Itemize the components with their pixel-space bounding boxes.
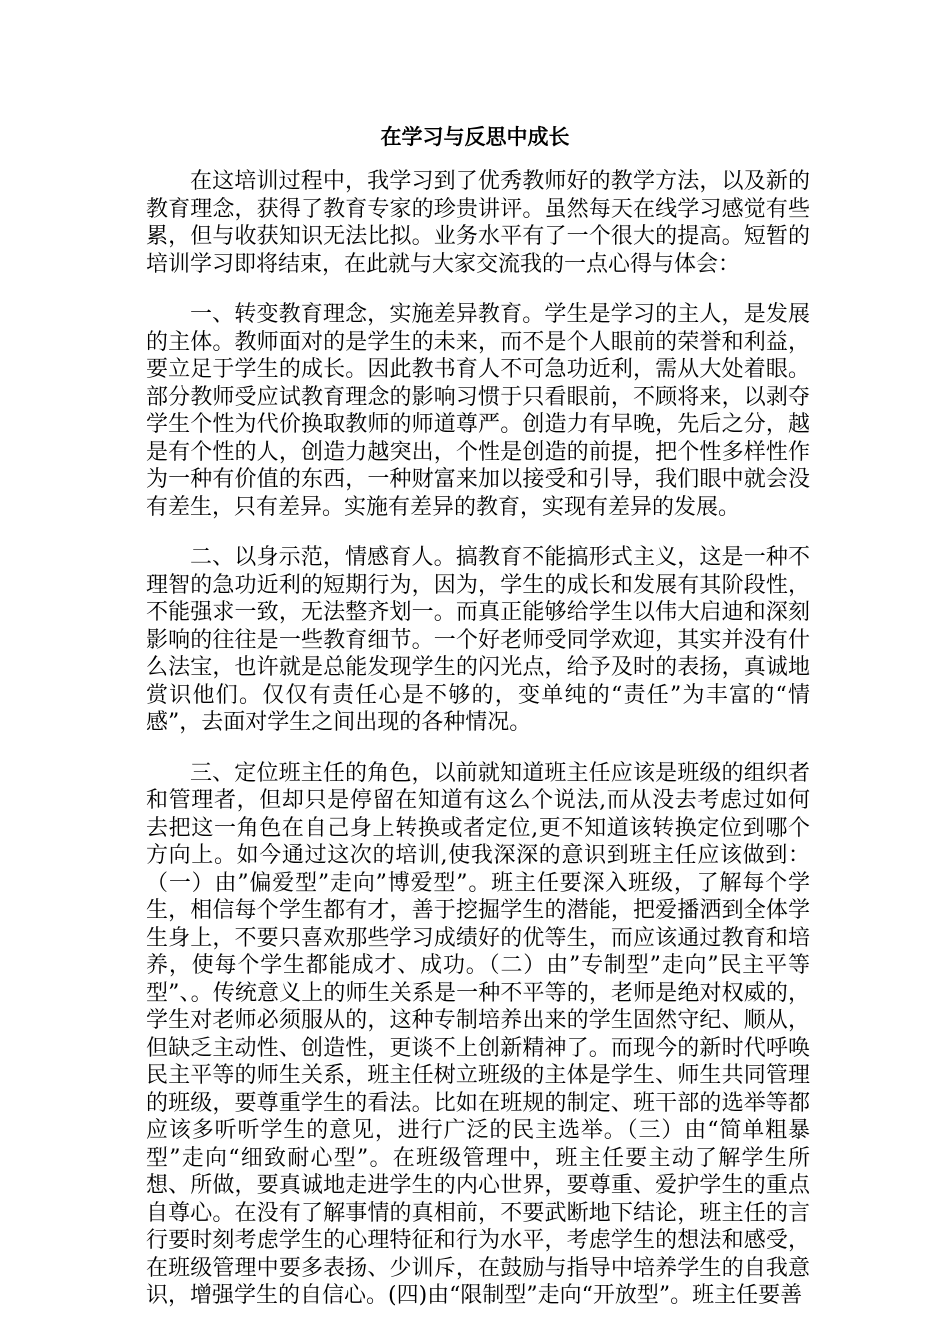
paragraph-section-1: 一、转变教育理念，实施差异教育。学生是学习的主人，是发展的主体。教师面对的是学生的未来，而不是个人眼前的荣誉和利益，要立足于学生的成长。因此教书育人不可急功近利，需从大处着眼。部分教师受应试教育理念的影响习惯于只看眼前，不顾将来，以剥夺学生个性为代价换取教师的师道尊严。创造力有早晚，先后之分，越是有个性的人，创造力越突出，个性是创造的前提，把个性多样性作为一种有价值的东西，一种财富来加以接受和引导，我们眼中就会没有差生，只有差异。实施有差异的教育，实现有差异的发展。 <box>146 302 810 520</box>
document-title: 在学习与反思中成长 <box>380 125 570 149</box>
paragraph-section-3: 三、定位班主任的角色，以前就知道班主任应该是班级的组织者和管理者，但却只是停留在知道有这么个说法,而从没去考虑过如何去把这一角色在自己身上转换或者定位,更不知道该转换定位到哪个方向上。如今通过这次的培训,使我深深的意识到班主任应该做到：（一）由”偏爱型”走向”博爱型”。班主任要深入班级，了解每个学生，相信每个学生都有才，善于挖掘学生的潜能，把爱播洒到全体学生身上，不要只喜欢那些学习成绩好的优等生，而应该通过教育和培养，使每个学生都能成才、成功。（二）由”专制型”走向”民主平等型”、。传统意义上的师生关系是一种不平等的，老师是绝对权威的，学生对老师必须服从的，这种专制培养出来的学生固然守纪、顺从，但缺乏主动性、创造性，更谈不上创新精神了。而现今的新时代呼唤民主平等的师生关系，班主任树立班级的主体是学生、师生共同管理的班级，要尊重学生的看法。比如在班规的制定、班干部的选举等都应该多听听学生的意见，进行广泛的民主选举。（三）由“简单粗暴型”走向“细致耐心型”。在班级管理中，班主任要主动了解学生所想、所做，要真诚地走进学生的内心世界，要尊重、爱护学生的重点自尊心。在没有了解事情的真相前，不要武断地下结论，班主任的言行要时刻考虑学生的心理特征和行为水平，考虑学生的想法和感受，在班级管理中要多表扬、少训斥，在鼓励与指导中培养学生的自我意识，增强学生的自信心。(四)由“限制型”走向“开放型”。班主任要善 <box>146 760 810 1308</box>
paragraph-intro: 在这培训过程中，我学习到了优秀教师好的教学方法，以及新的教育理念，获得了教育专家的珍贵讲评。虽然每天在线学习感觉有些累，但与收获知识无法比拟。业务水平有了一个很大的提高。短暂的培训学习即将结束，在此就与大家交流我的一点心得与体会： <box>146 169 810 277</box>
document-body <box>146 168 810 1333</box>
paragraph-section-2: 二、以身示范，情感育人。搞教育不能搞形式主义，这是一种不理智的急功近利的短期行为，因为，学生的成长和发展有其阶段性，不能强求一致，无法整齐划一。而真正能够给学生以伟大启迪和深刻影响的往往是一些教育细节。一个好老师受同学欢迎，其实并没有什么法宝，也许就是总能发现学生的闪光点，给予及时的表扬，真诚地赏识他们。仅仅有责任心是不够的，变单纯的“责任”为丰富的“情感”，去面对学生之间出现的各种情况。 <box>146 545 810 735</box>
